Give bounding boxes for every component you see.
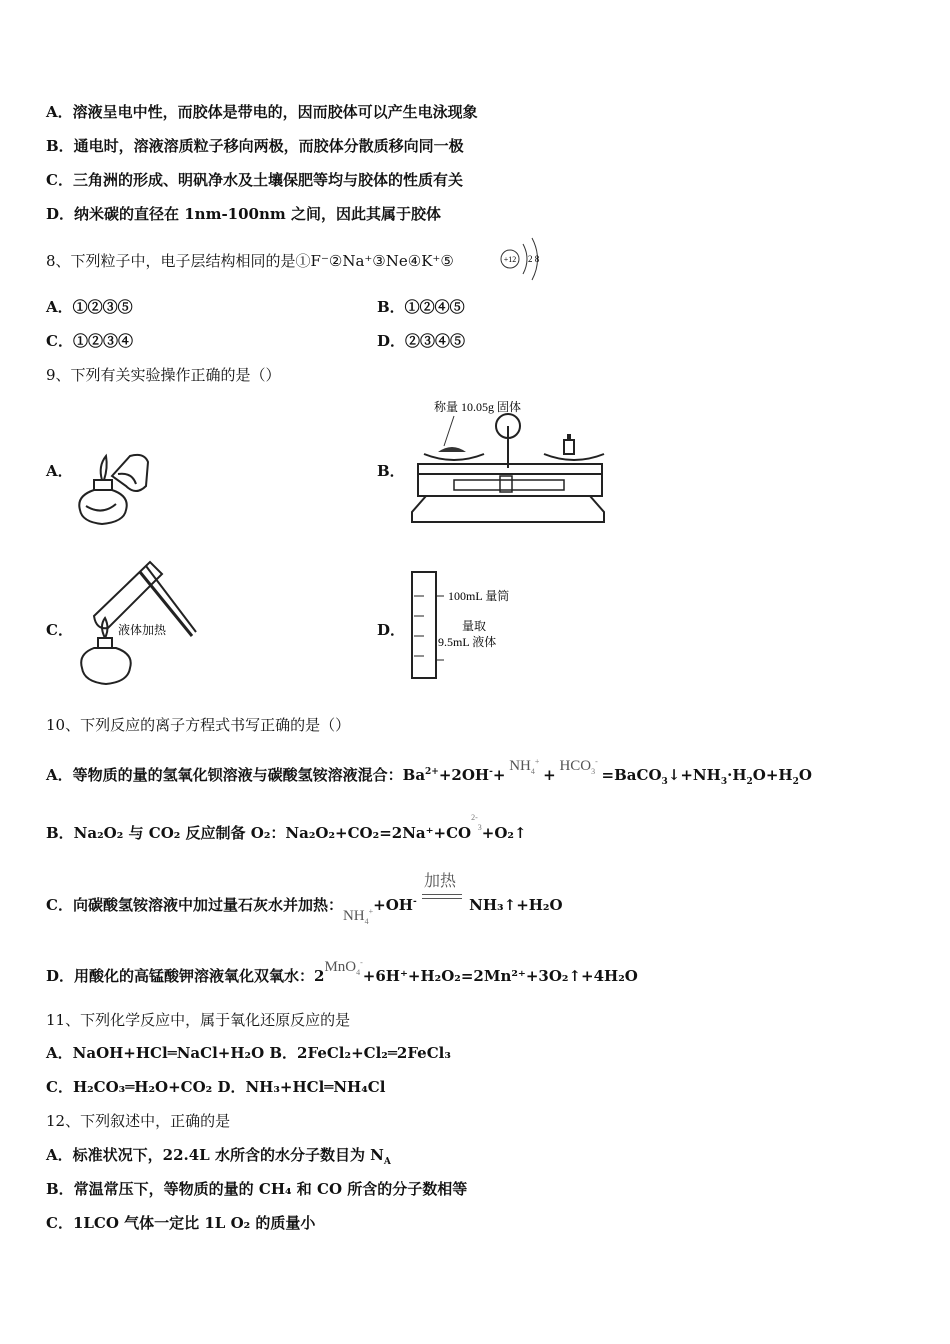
q12-option-a	[46, 1145, 391, 1172]
q10-b-tail: +O₂↑	[481, 824, 527, 842]
q8-option-a: A．①②③⑤	[46, 298, 133, 316]
nucleus-charge: +12	[503, 255, 517, 264]
q10-option-a: A．等物质的量的氢氧化钡溶液与碳酸氢铵溶液混合：$Ba^{2+}+2OH^-+ NH_4^+ + HCO_3^-$ $=BaCO_3↓+NH_3\cdot H_2O+H_2O$	[46, 757, 812, 787]
q7-option-a: A．溶液呈电中性，而胶体是带电的，因而胶体可以产生电泳现象	[46, 103, 478, 121]
q7-option-b: B．通电时，溶液溶质粒子移向两极，而胶体分散质移向同一极	[46, 137, 464, 155]
q9-option-a: A．	[46, 462, 73, 480]
q8-stem: 8、下列粒子中，电子层结构相同的是①F⁻②Na⁺③Ne④K⁺⑤	[46, 252, 454, 270]
alcohol-lamp-lighting-figure	[72, 446, 160, 530]
co3-charge: $^{2-}_3$	[471, 813, 482, 832]
measure-label-2: 9.5mL 液体	[438, 635, 497, 649]
q7-option-c: C．三角洲的形成、明矾净水及土壤保肥等均与胶体的性质有关	[46, 171, 463, 189]
hco3-ion: $HCO_3^-$	[555, 757, 598, 776]
cylinder-label: 100mL 量筒	[448, 589, 510, 603]
q8-option-d: D．②③④⑤	[377, 332, 466, 350]
graduated-cylinder-figure	[404, 566, 534, 682]
q10-option-c: C．向碳酸氢铵溶液中加过量石灰水并加热：$NH_4^++OH^-$ 加热 NH₃↑+H₂O	[46, 873, 563, 926]
mg-ion-structure-figure	[496, 236, 548, 282]
q9-option-c: C．	[46, 621, 73, 639]
q8-option-c: C．①②③④	[46, 332, 133, 350]
q10-stem: 10、下列反应的离子方程式书写正确的是（）	[46, 716, 351, 734]
measure-label-1: 量取	[462, 619, 487, 633]
q10-a-text: A．等物质的量的氢氧化钡溶液与碳酸氢铵溶液混合：	[46, 766, 403, 784]
q11-stem: 11、下列化学反应中，属于氧化还原反应的是	[46, 1011, 351, 1029]
q10-b-text: B．Na₂O₂ 与 CO₂ 反应制备 O₂：Na₂O₂+CO₂=2Na⁺+CO	[46, 824, 472, 842]
q10-d-tail: +6H⁺+H₂O₂=2Mn²⁺+3O₂↑+4H₂O	[362, 967, 638, 985]
q9-option-b: B．	[377, 462, 405, 480]
q9-stem: 9、下列有关实验操作正确的是（）	[46, 366, 281, 384]
q11-options-ab: A．NaOH+HCl═NaCl+H₂O B．2FeCl₂+Cl₂═2FeCl₃	[46, 1044, 451, 1062]
q10-option-d	[46, 958, 638, 993]
heat-condition	[422, 873, 464, 916]
q10-c-text: C．向碳酸氢铵溶液中加过量石灰水并加热：	[46, 896, 343, 914]
balance-label: 称量 10.05g 固体	[434, 400, 522, 414]
heat-condition-label: 加热	[423, 873, 456, 890]
q10-a-formula: $Ba^{2+}+2OH^-+$	[402, 766, 506, 784]
q7-option-d: D．纳米碳的直径在 1nm-100nm 之间，因此其属于胶体	[46, 205, 441, 223]
q11-options-cd: C．H₂CO₃═H₂O+CO₂ D．NH₃+HCl═NH₄Cl	[46, 1078, 386, 1096]
nh4-ion: $NH_4^+$	[505, 757, 540, 776]
mno4-ion: MnO$_4$-	[324, 958, 363, 977]
nh4-ion-c: $NH_4^+$	[342, 907, 374, 926]
q10-c-tail: NH₃↑+H₂O	[469, 896, 563, 914]
q10-d-text: D．用酸化的高锰酸钾溶液氧化双氧水：2	[46, 967, 325, 985]
balance-weighing-figure	[404, 396, 608, 526]
q12-a-sub: A	[383, 1157, 391, 1167]
q10-option-b	[46, 813, 527, 850]
q8-option-b: B．①②④⑤	[377, 298, 465, 316]
liquid-heating-figure	[72, 558, 202, 690]
shell-electrons: 2 8	[528, 254, 540, 264]
q12-option-c: C．1LCO 气体一定比 1L O₂ 的质量小	[46, 1214, 316, 1232]
heat-label: 液体加热	[118, 623, 167, 637]
q12-option-b: B．常温常压下，等物质的量的 CH₄ 和 CO 所含的分子数相等	[46, 1180, 468, 1198]
q9-option-d: D．	[377, 621, 406, 639]
q12-stem: 12、下列叙述中，正确的是	[46, 1112, 231, 1130]
q12-a-text: A．标准状况下，22.4L 水所含的水分子数目为 N	[46, 1146, 384, 1164]
